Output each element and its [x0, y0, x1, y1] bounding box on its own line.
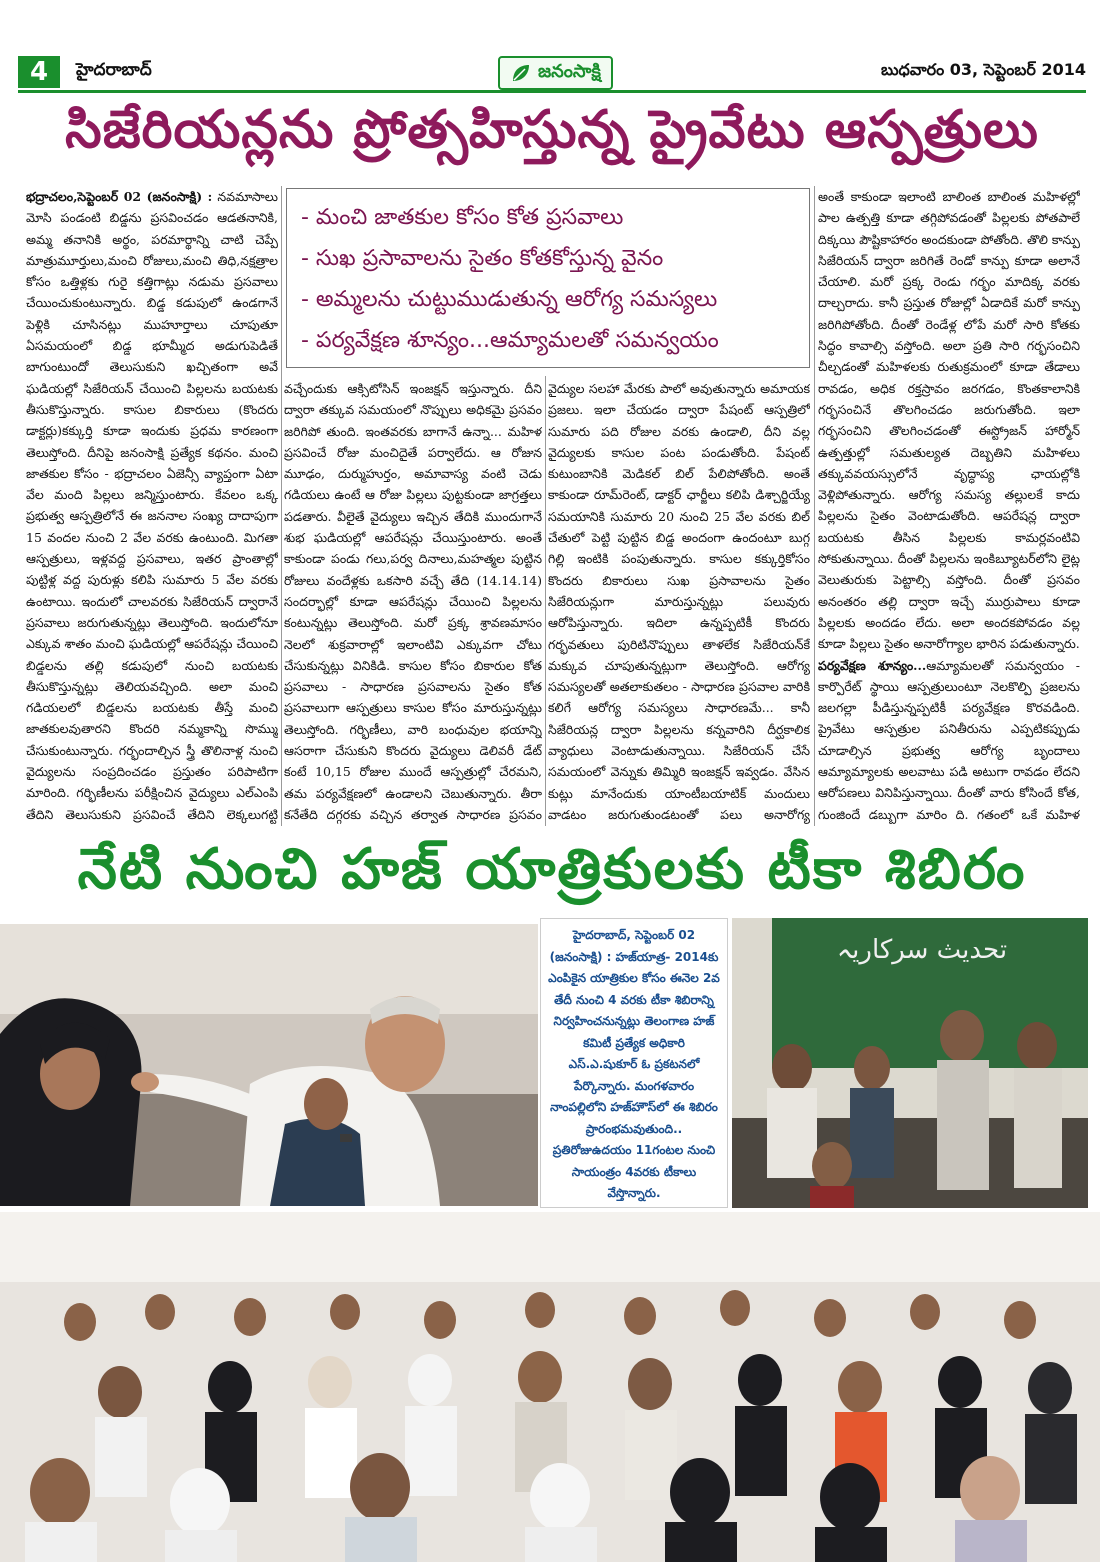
article2-caption [540, 918, 728, 1208]
haj-house-photo-illustration [732, 918, 1088, 1208]
vaccination-photo [0, 924, 538, 1206]
article1-subhead: పర్యవేక్షణ శూన్యం... [818, 657, 927, 673]
page-number: 4 [18, 56, 60, 88]
article1-dateline: భద్రాచలం,సెప్టెంబర్ 02 (జనంసాక్షి) : [26, 189, 213, 204]
article1-col4-text: అంతే కాకుండా ఇలాంటి బాలింత బాలింత మహిళల్లో పాల ఉత్పత్తి కూడా తగ్గిపోవడంతో పిల్లలకు పోతపాలే దిక్కయి పౌష్టికాహారం అందకుండా పోతోంది. తొలి కాన్పు సిజేరియన్ ద్వారా జరిగితే రెండో కాన్పు కూడా అలానే చేయాలి. మరో ప్రక్క రెండు గర్భం మాదిక్క వరకు దాల్చరాదు. కానీ ప్రస్తుత రోజుల్లో ఏడాదికే మరో కాన్పు జరిగిపోతోంది. దీంతో రెండేళ్ల లోపే మరో సారి కోతకు సిద్ధం కావాల్సి వస్తోంది. అలా ప్రతి సారి గర్భసంచిని చీల్చడంతో మహిళలకు రుతుక్రమంలో కూడా తేడాలు రావడం, అధిక రక్తస్రావం జరగడం, కొంతకాలానికి గర్భసంచినే తొలగించడం జరుగుతోంది. ఇలా గర్భసంచిని తొలగించడంతో ఈస్ట్రోజన్ హార్మోన్ ఉత్పత్తుల్లో సమతుల్యత దెబ్బతిని మహిళలు తక్కువవయస్సులోనే వృద్ధాప్య ఛాయల్లోకి వెళ్లిపోతున్నారు. ఆరోగ్య సమస్య తల్లులకే కాదు పిల్లలను సైతం వెంటాడుతోంది. ఆపరేషన్ల ద్వారా బయటకు తీసిన పిల్లలకు కామర్లవంటివి సోకుతున్నాయి. దీంతో పిల్లలను ఇంకిబ్యూటర్‌లోని లైట్ల వెలుతురుకు పెట్టాల్సి వస్తోంది. దీంతో ప్రసవం అనంతరం తల్లి ద్వారా ఇచ్చే ముర్రుపాలు కూడా పిల్లలకు అందడం లేదు. అలా అందకపోవడం వల్ల కూడా పిల్లలు సైతం అనారోగ్యాల భారిన పడుతున్నారు. [818, 189, 1080, 652]
masthead-title: జనంసాక్షి [538, 60, 601, 82]
article1-col1-text: నవమాసాలు మోసి పండంటి బిడ్డను ప్రసవించడం ఆడతనానికి, అమ్మ తనానికి అర్థం, పరమార్థాన్ని చాటి చెప్పే మాత్రుమూర్తులు,మంచి రోజులు,మంచి తిధి,నక్షత్రాల కోసం ఒత్తిళ్లకు గురై కత్తిగాట్లు నడుమ ప్రసవాలు చేయించుకుంటున్నారు. బిడ్డ కడుపులో ఉండగానే పెళ్లికి చూసినట్లు ముహూర్తాలు చూపుతూ ఏసమయంలో బిడ్డ భూమ్మీద అడుగుపెడితే బాగుంటుందో తెలుసుకుని ఖచ్చితంగా అవే ఘడియల్లో సిజేరియన్ చేయించి పిల్లలను బయటకు తీసుకొస్తున్నారు. కాసుల బికారులు (కొందరు డాక్టర్లు)కక్కుర్తి కూడా ఇందుకు ప్రధమ కారణంగా తెలుస్తోంది. దీనిపై జనంసాక్షి ప్రత్యేక కథనం. మంచి జాతకుల కోసం - భద్రాచలం ఏజెన్సీ వ్యాప్తంగా ఏటా వేల మంది పిల్లలు జన్మిస్తుంటారు. కేవలం ఒక్క ప్రభుత్వ ఆస్పత్రిలోనే ఈ జననాల సంఖ్య దాదాపుగా 15 వందల నుంచి 2 వేల వరకు ఉంటుంది. మిగతా ఆస్పత్రులు, ఇళ్లవద్ద ప్రసవాలు, ఇతర ప్రాంతాల్లో పుట్టిళ్ల వద్ద పురుళ్లు కలిపి సుమారు 5 వేల వరకు ఉంటాయి. ఇందులో చాలవరకు సిజేరియన్ ద్వారానే ప్రసవాలు జరుగుతున్నట్లు తెలుస్తోంది. ఇందులోనూ ఎక్కువ శాతం మంచి ఘడియల్లో ఆపరేషన్లు చేయించి బిడ్డలను తల్లి కడుపులో నుంచి బయటకు తీసుకొస్తున్నట్లు తెలియవచ్చింది. అలా మంచి గడియలలో బిడ్డలను బయటకు తీస్తే మంచి జాతకులవుతారని కొందరి నమ్మకాన్ని సొమ్ము చేసుకుంటున్నారు. గర్భందాల్చిన స్త్రీ తొలినాళ్ల నుంచి వైద్యులను సంప్రదించడం ప్రస్తుతం పరిపాటిగా మారింది. గర్భిణీలను పరీక్షించిన వైద్యులు ఎల్ఎంపి తేదిని తెలుసుకుని ప్రసవించే తేదిని లెక్కలుగట్టి [26, 189, 278, 822]
article1-column-3 [548, 378, 810, 826]
article1-highlights-box [286, 188, 810, 368]
haj-pilgrims-crowd-photo [0, 1212, 1100, 1562]
highlight-item: - మంచి జాతకుల కోసం కోత ప్రసవాలు [301, 205, 624, 230]
highlight-item: - అమ్మలను చుట్టుముడుతున్న ఆరోగ్య సమస్యలు [301, 287, 718, 312]
haj-house-officials-photo [732, 918, 1088, 1208]
caption-text: (జనంసాక్షి) : హజ్‌యాత్ర- 2014కు ఎంపికైన యాత్రికుల కోసం ఈనెల 2వ తేదీ నుంచి 4 వరకు టీకా శిబిరాన్ని నిర్వహించనున్నట్లు తెలంగాణ హజ్ కమిటీ ప్రత్యేక అధికారి ఎస్.ఎ.షుకూర్ ఓ ప్రకటనలో పేర్కొన్నారు. మంగళవారం నాంపల్లిలోని హజ్‌హౌస్‌లో ఈ శిబిరం ప్రారంభమవుతుంది.. ప్రతిరోజుఉదయం 11గంటల నుంచి సాయంత్రం 4వరకు టీకాలు వేస్తొన్నారు. [548, 949, 720, 1200]
highlight-item: - పర్యవేక్షణ శూన్యం...ఆమ్యామలతో సమన్వయం [301, 328, 719, 353]
column-divider [281, 186, 282, 826]
caption-dateline: హైదరాబాద్, సెప్టెంబర్ 02 [572, 928, 696, 942]
header-divider [18, 90, 1086, 93]
column-divider [814, 186, 815, 826]
column-divider [545, 376, 546, 826]
article1-column-2 [284, 378, 542, 826]
masthead-logo [498, 56, 613, 90]
article1-column-1 [26, 186, 278, 826]
issue-date: బుధవారం 03, సెప్టెంబర్ 2014 [881, 60, 1086, 79]
section-city: హైదరాబాద్ [76, 60, 152, 80]
article1-col2-text: వచ్చేందుకు ఆక్సిటోసిన్ ఇంజక్షన్ ఇస్తున్నారు. దీని ద్వారా తక్కువ సమయంలో నొప్పులు అధికమై ప్రసవం జరిగిపో తుంది. ఇంతవరకు బాగానే ఉన్నా... మహిళ ప్రసవించే రోజు మంచిదైతే పర్వాలేదు. ఆ రోజున మూఢం, దుర్ముహుర్తం, అమావాస్య వంటి చెడు గడియలు ఉంటే ఆ రోజు పిల్లలు పుట్టకుండా జాగ్రత్తలు పడతారు. వీలైతే వైద్యులు ఇచ్చిన తేదికి ముందుగానే శుభ ఘడియల్లో ఆపరేషన్లు చేయిస్తుంటారు. అంతే కాకుండా పండు గలు,పర్వ దినాలు,మహత్మల పుట్టిన రోజులు వందేళ్లకు ఒకసారి వచ్చే తేది (14.14.14) సందర్భాల్లో కూడా ఆపరేషన్లు చేయించి పిల్లలను కంటున్నట్లు తెలుస్తోంది. మరో ప్రక్క శ్రావణమాసం నెలలో శుక్రవారాల్లో ఇలాంటివి ఎక్కువగా చోటు చేసుకున్నట్లు వినికిడి. కాసుల కోసం బికారుల కోత ప్రసవాలు - సాధారణ ప్రసవాలను సైతం కోత ప్రసవాలుగా ఆస్పత్రులు కాసుల కోసం మారుస్తున్నట్లు తెలుస్తోంది. గర్భిణీలు, వారి బంధువుల భయాన్ని ఆసరాగా చేసుకుని కొందరు వైద్యులు డెలివరీ డేట్ కంటే 10,15 రోజుల ముందే ఆస్పత్రుల్లో చేరమని, తమ పర్యవేక్షణలో ఉండాలని చెబుతున్నారు. తీరా కనేతేది దగ్గరకు వచ్చిన తర్వాత సాధారణ ప్రసవం [284, 381, 542, 822]
vaccination-photo-illustration [0, 924, 538, 1206]
highlight-item: - సుఖ ప్రసావాలను సైతం కోతకోస్తున్న వైనం [301, 246, 664, 271]
page-header [18, 56, 1086, 88]
article1-col3-text: వైద్యుల సలహా మేరకు పాలో అవుతున్నారు అమాయక ప్రజలు. ఇలా చేయడం ద్వారా పేషంట్ ఆస్పత్రిలో సుమారు పది రోజుల వరకు ఉండాలి, దీని వల్ల వైద్యులకు కాసుల పంట పండుతోంది. పేషంట్ కుటుంబానికి మెడికల్ బిల్ పేలిపోతోంది. అంతే కాకుండా రూమ్‌రెంట్, డాక్టర్ ఛార్జీలు కలిపి డిశ్చార్జియ్యే సమయానికి సుమారు 20 నుంచి 25 వేల వరకు బిల్ చేతులో పెట్టి పుట్టిన బిడ్డ అందంగా ఉందంటూ బుగ్గ గిల్లి ఇంటికి పంపుతున్నారు. కాసుల కక్కుర్తికోసం కొందరు బికారులు సుఖ ప్రసావాలను సైతం సిజేరియన్లుగా మారుస్తున్నట్లు పలువురు ఆరోపిస్తున్నారు. ఇదిలా ఉన్నప్పటికీ కొందరు గర్భవతులు పురిటినొప్పులు తాళలేక సిజేరియన్‌కే మక్కువ చూపుతున్నట్లుగా తెలుస్తోంది. ఆరోగ్య సమస్యలతో అతలాకుతలం - సాధారణ ప్రసవాల వారికి కలిగే ఆరోగ్య సమస్యలు సాధారణమే... కానీ సిజేరియన్ల ద్వారా పిల్లలను కన్నవారిని దీర్ఘకాలిక వ్యాధులు వెంటాడుతున్నాయి. సిజేరియన్ చేసే సమయంలో వెన్నుకు తిమ్మిరి ఇంజక్షన్ ఇవ్వడం. వేసిన కుట్లు మానేందుకు యాంటీబయాటిక్ మందులు వాడటం జరుగుతుండటంతో పలు అనారోగ్య [548, 381, 810, 822]
crowd-photo-illustration [0, 1212, 1100, 1562]
article1-column-4 [818, 186, 1080, 826]
article1-headline: సిజేరియన్లను ప్రోత్సహిస్తున్న ప్రైవేటు ఆస్పత్రులు [65, 99, 1039, 160]
article1-col4b-text: ఆమ్యామలతో సమన్వయం - కార్పొరేట్ స్థాయి ఆస్పత్రులుంటూ నెలకొల్పి ప్రజలను జలగల్లా పీడిస్తున్నప్పటికీ పర్యవేక్షణ కొరవడింది. ప్రైవేటు ఆస్పత్రుల పనితీరును ఎప్పటికప్పుడు చూడాల్సిన ప్రభుత్వ ఆరోగ్య బృందాలు ఆమ్యామ్యాలకు అలవాటు పడి అటుగా రావడం లేదని ఆరోపణలు వినిపిస్తున్నాయి. దీంతో వారు కోసిందే కోత, గుంజిందే డబ్బుగా మారిం ది. గతంలో ఒకే మహిళ [818, 657, 1080, 822]
banner-script: تحدیث سرکاریہ [836, 935, 1008, 965]
leaf-logo-icon [510, 62, 532, 84]
article2-headline: నేటి నుంచి హజ్ యాత్రికులకు టీకా శిబిరం [77, 836, 1027, 902]
